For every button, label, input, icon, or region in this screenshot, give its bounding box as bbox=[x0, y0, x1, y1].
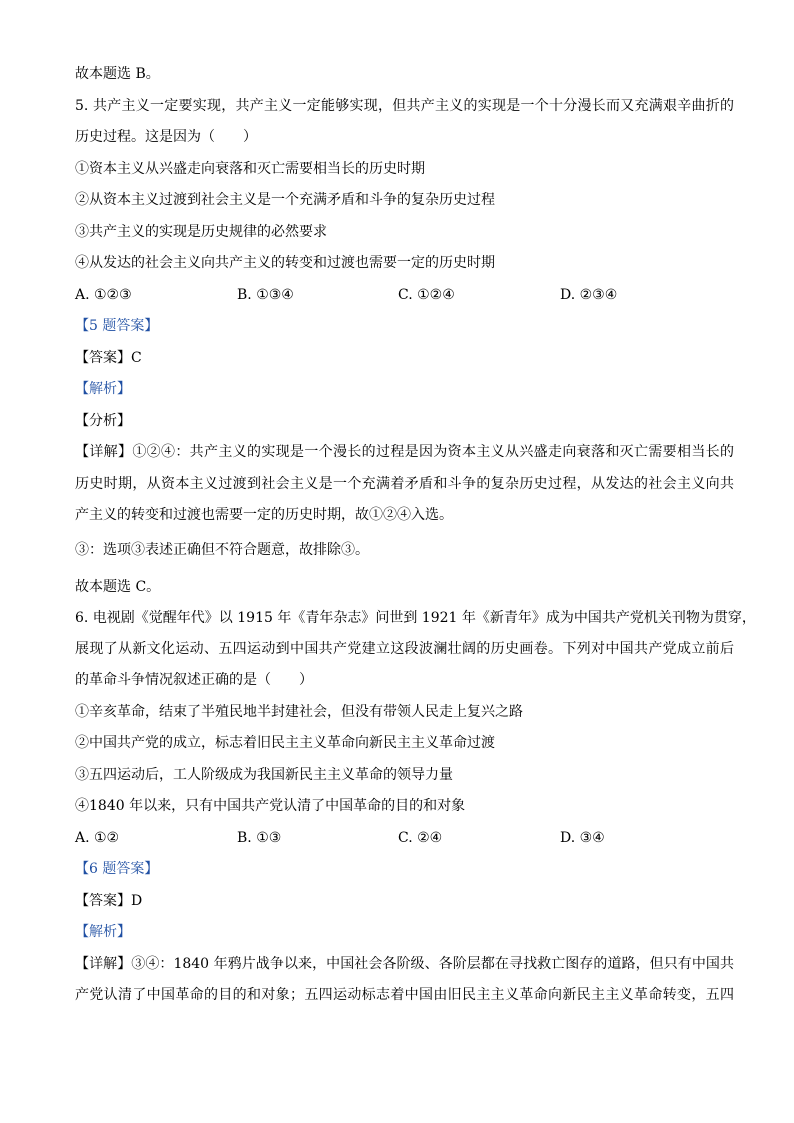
q5-conclusion: 故本题选 C。 bbox=[75, 579, 161, 595]
q5-detail-line2: 历史时期，从资本主义过渡到社会主义是一个充满着矛盾和斗争的复杂历史过程，从发达的社会主义向共 bbox=[75, 476, 734, 492]
q6-stem-line1: 6. 电视剧《觉醒年代》以 1915 年《青年杂志》问世到 1921 年《新青年》成为中国共产党机关刊物为贯穿， bbox=[75, 610, 756, 626]
q5-stem-line1: 5. 共产主义一定要实现，共产主义一定能够实现，但共产主义的实现是一个十分漫长而又充满艰辛曲折的 bbox=[75, 98, 734, 114]
q5-item-1: ①资本主义从兴盛走向衰落和灭亡需要相当长的历史时期 bbox=[75, 161, 425, 177]
q6-option-c: C. ②④ bbox=[398, 830, 443, 846]
q5-stem-line2: 历史过程。这是因为（ ） bbox=[75, 129, 257, 145]
q6-item-4: ④1840 年以来，只有中国共产党认清了中国革命的目的和对象 bbox=[75, 798, 466, 814]
q6-stem-line3: 的革命斗争情况叙述正确的是（ ） bbox=[75, 672, 313, 688]
q6-answer-header: 【6 题答案】 bbox=[75, 861, 159, 877]
q5-detail-line4: ③：选项③表述正确但不符合题意，故排除③。 bbox=[75, 542, 369, 558]
q6-detail-line1: 【详解】③④：1840 年鸦片战争以来，中国社会各阶级、各阶层都在寻找救亡图存的道路，但只有中国共 bbox=[75, 956, 734, 972]
q5-analysis-header: 【解析】 bbox=[75, 381, 131, 397]
q6-item-3: ③五四运动后，工人阶级成为我国新民主主义革命的领导力量 bbox=[75, 767, 453, 783]
q6-answer: 【答案】D bbox=[75, 893, 143, 909]
q5-detail-line3: 产主义的转变和过渡也需要一定的历史时期，故①②④入选。 bbox=[75, 507, 453, 523]
q6-detail-line2: 产党认清了中国革命的目的和对象；五四运动标志着中国由旧民主主义革命向新民主主义革命转变，五四 bbox=[75, 987, 734, 1003]
q5-item-2: ②从资本主义过渡到社会主义是一个充满矛盾和斗争的复杂历史过程 bbox=[75, 192, 495, 208]
q6-option-d: D. ③④ bbox=[560, 830, 605, 846]
q5-fenxi-header: 【分析】 bbox=[75, 413, 131, 429]
prev-conclusion: 故本题选 B。 bbox=[75, 66, 160, 82]
q6-analysis-header: 【解析】 bbox=[75, 924, 131, 940]
q5-option-b: B. ①③④ bbox=[237, 287, 294, 303]
q5-detail-line1: 【详解】①②④：共产主义的实现是一个漫长的过程是因为资本主义从兴盛走向衰落和灭亡需要相当长的 bbox=[75, 444, 734, 460]
q5-option-c: C. ①②④ bbox=[398, 287, 455, 303]
q5-item-3: ③共产主义的实现是历史规律的必然要求 bbox=[75, 224, 327, 240]
q5-option-a: A. ①②③ bbox=[75, 287, 132, 303]
q6-item-1: ①辛亥革命，结束了半殖民地半封建社会，但没有带领人民走上复兴之路 bbox=[75, 704, 523, 720]
q5-answer-header: 【5 题答案】 bbox=[75, 318, 159, 334]
q6-option-b: B. ①③ bbox=[237, 830, 282, 846]
q6-stem-line2: 展现了从新文化运动、五四运动到中国共产党建立这段波澜壮阔的历史画卷。下列对中国共产党成立前后 bbox=[75, 641, 734, 657]
q5-item-4: ④从发达的社会主义向共产主义的转变和过渡也需要一定的历史时期 bbox=[75, 255, 495, 271]
q6-option-a: A. ①② bbox=[75, 830, 120, 846]
q5-option-d: D. ②③④ bbox=[560, 287, 618, 303]
q6-item-2: ②中国共产党的成立，标志着旧民主主义革命向新民主主义革命过渡 bbox=[75, 735, 495, 751]
q5-answer: 【答案】C bbox=[75, 350, 142, 366]
